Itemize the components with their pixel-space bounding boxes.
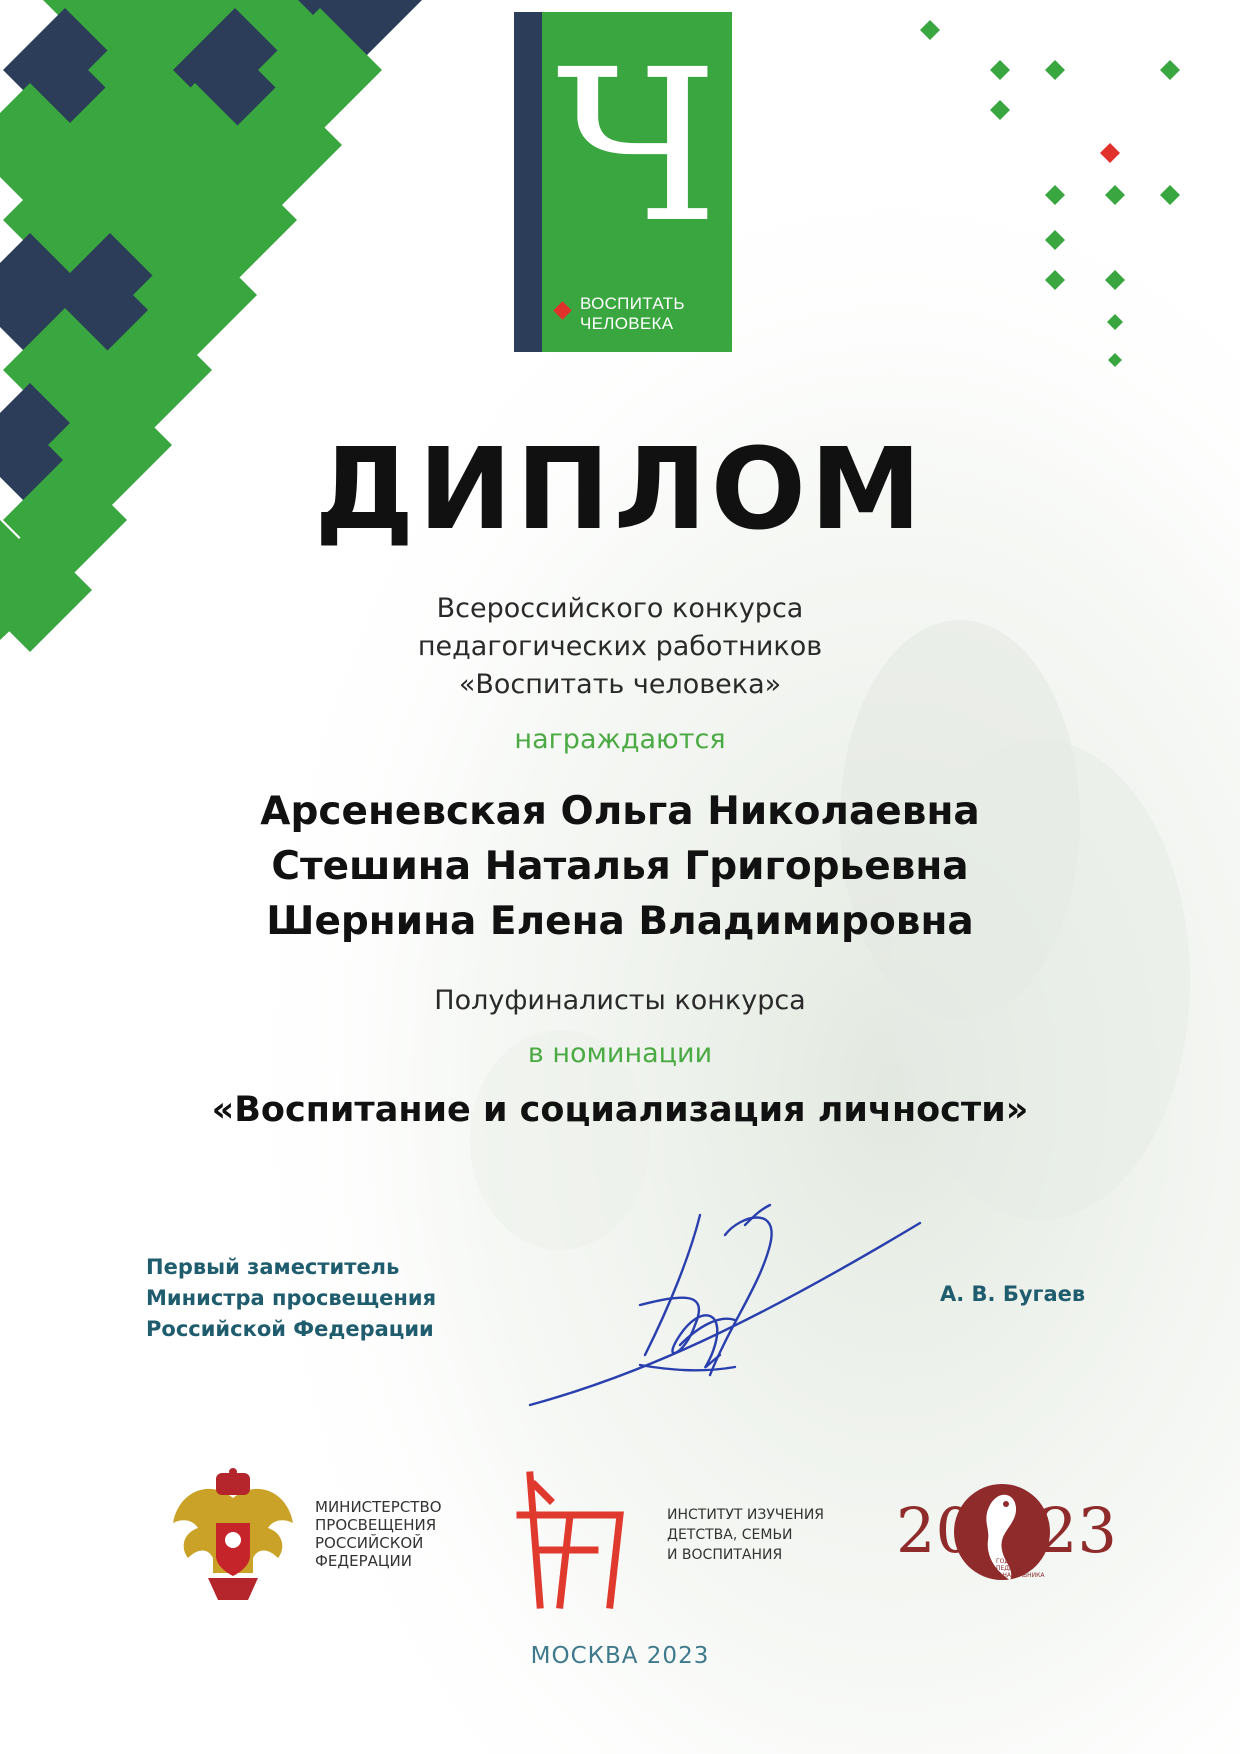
small-diamond — [1100, 143, 1120, 163]
year-2023-logo — [890, 1470, 1117, 1600]
logo-letter: Ч — [555, 24, 719, 269]
small-diamond — [990, 100, 1010, 120]
dots-pattern — [900, 0, 1240, 430]
contest-logo — [514, 12, 732, 352]
small-diamond — [990, 60, 1010, 80]
year-caption: ГОД ПЕДАГОГА И НАСТАВНИКА — [996, 1558, 1045, 1579]
small-diamond — [920, 20, 940, 40]
small-diamond — [1105, 185, 1125, 205]
small-diamond — [1045, 60, 1065, 80]
small-diamond — [1160, 60, 1180, 80]
nomination-title: «Воспитание и социализация личности» — [211, 1090, 1029, 1130]
coat-of-arms-icon — [168, 1468, 298, 1608]
small-diamond — [1045, 230, 1065, 250]
small-diamond — [1107, 314, 1123, 330]
small-diamond — [1105, 270, 1125, 290]
year-digits-left: 20 — [896, 1494, 975, 1567]
ministry-name: МИНИСТЕРСТВО ПРОСВЕЩЕНИЯ РОССИЙСКОЙ ФЕДЕРАЦИИ — [315, 1498, 442, 1570]
award-status: Полуфиналисты конкурса — [434, 985, 806, 1016]
chair-logo-icon — [510, 1470, 640, 1610]
contest-description: Всероссийского конкурса педагогических работников «Воспитать человека» — [417, 593, 823, 700]
year-digits-right: 23 — [1038, 1494, 1117, 1567]
small-diamond — [1160, 185, 1180, 205]
institute-name: ИНСТИТУТ ИЗУЧЕНИЯ ДЕТСТВА, СЕМЬИ И ВОСПИТАНИЯ — [667, 1507, 825, 1563]
small-diamond — [1045, 185, 1065, 205]
awardee-names — [0, 784, 1240, 949]
awardee-name: Арсеневская Ольга Николаевна — [260, 789, 980, 834]
nomination-label: в номинации — [527, 1038, 713, 1069]
handwritten-signature — [520, 1195, 940, 1425]
signatory-name: А. В. Бугаев — [940, 1282, 1086, 1306]
city-year: МОСКВА 2023 — [530, 1643, 710, 1669]
awardee-name: Шернина Елена Владимировна — [266, 899, 974, 944]
small-diamond — [1045, 270, 1065, 290]
awardee-name: Стешина Наталья Григорьевна — [271, 844, 969, 889]
diploma-title: ДИПЛОМ — [314, 425, 926, 555]
small-diamond — [1108, 353, 1122, 367]
signatory-position: Первый заместитель Министра просвещения Российской Федерации — [146, 1255, 437, 1341]
logo-caption: ВОСПИТАТЬ ЧЕЛОВЕКА — [580, 294, 685, 333]
awarded-label: награждаются — [514, 724, 726, 755]
